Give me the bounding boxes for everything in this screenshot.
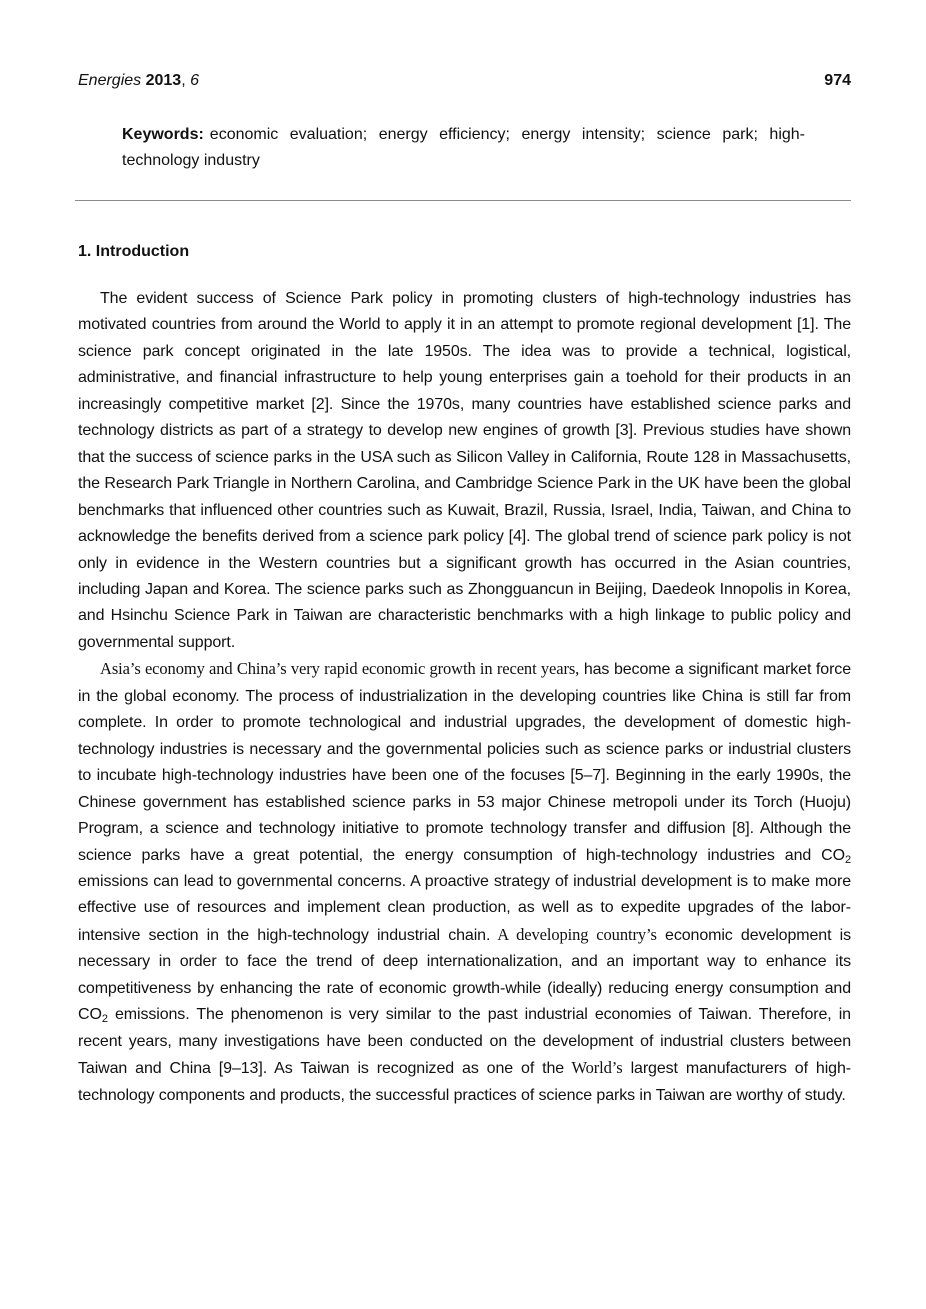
section-title: 1. Introduction — [78, 243, 190, 260]
co2-subscript: 2 — [101, 1013, 108, 1026]
paragraph-1: The evident success of Science Park policy in promoting clusters of high-technology industries has motivated countries from around the World to apply it in an attempt to promote regional development [1]. The science park concept originated in the late 1950s. The idea was to provide a technical, logistical, administrative, and financial infrastructure to help young enterprises gain a toehold for their products in an increasingly competitive market [2]. Since the 1970s, many countries have established science parks and technology districts as part of a strategy to develop new engines of growth [3]. Previous studies have shown that the success of science parks in the USA such as Silicon Valley in California, Route 128 in Massachusetts, the Research Park Triangle in Northern Carolina, and Cambridge Science Park in the UK have been the global benchmarks that influenced other countries such as Kuwait, Brazil, Russia, Israel, India, Taiwan, and China to acknowledge the benefits derived from a science park policy [4]. The global trend of science park policy is not only in evidence in the Western countries but a significant growth has occurred in the Asian countries, including Japan and Korea. The science parks such as Zhongguancun in Beijing, Daedeok Innopolis in Korea, and Hsinchu Science Park in Taiwan are characteristic benchmarks with a high linkage to public policy and governmental support. — [78, 290, 851, 651]
co2-subscript: 2 — [844, 853, 851, 866]
journal-name: Energies — [78, 72, 142, 89]
paragraph-2-text: has become a significant market force in the global economy. The process of industrialization in the developing countries like China is still far from complete. In order to promote technological and industrial upgrades, the development of domestic high-technology industries is necessary and the governmental policies such as science parks or industrial clusters to incubate high-technology industries have been one of the focuses [5–7]. Beginning in the early 1990s, the Chinese government has established science parks in 53 major Chinese metropoli under its Torch (Huoju) Program, a science and technology initiative to promote technology transfer and diffusion [8]. Although the science parks have a great potential, the energy consumption of high-technology industries and CO — [78, 661, 851, 864]
paragraph-2-text: emissions. The phenomenon is very similar to the past industrial economies of Taiwan. Therefore, in recent years, many investigations have been conducted on the development of industrial clusters between Taiwan and China [9–13]. As Taiwan is recognized as one of the — [78, 1006, 851, 1078]
paragraph-2-serif-run: A developing country’s — [490, 924, 657, 944]
journal-volume: 6 — [190, 72, 199, 89]
keywords-text: economic evaluation; energy efficiency; energy intensity; science park; high-technology industry — [122, 126, 805, 169]
running-header — [78, 72, 851, 94]
paragraph-2-text: economic development is necessary in order to face the trend of deep internationalization, and an important way to enhance its competitiveness by enhancing the rate of economic growth-while (ideally) reducing energy consumption and CO — [78, 926, 851, 1024]
page-number: 974 — [824, 72, 851, 89]
keywords-block — [122, 122, 805, 174]
introduction-body — [78, 286, 851, 1109]
paragraph-2-text: emissions can lead to governmental concerns. A proactive strategy of industrial development is to make more effective use of resources and implement clean production, as well as to expedite upgrades of the labor-intensive section in the high-technology industrial chain. — [78, 872, 851, 944]
journal-year: 2013 — [145, 72, 182, 89]
paragraph-2 — [78, 656, 851, 1109]
paragraph-2-serif-run: Asia’s economy and China’s very rapid economic growth in recent years, — [100, 659, 580, 679]
header-divider — [75, 200, 851, 201]
journal-citation: Energies 2013, 6 — [78, 72, 199, 89]
keywords-label: Keywords: — [122, 126, 204, 143]
paragraph-2-text: largest manufacturers of high-technology components and products, the successful practices of science parks in Taiwan are worthy of study. — [78, 1060, 851, 1104]
paragraph-2-serif-run: World’s — [564, 1058, 623, 1078]
